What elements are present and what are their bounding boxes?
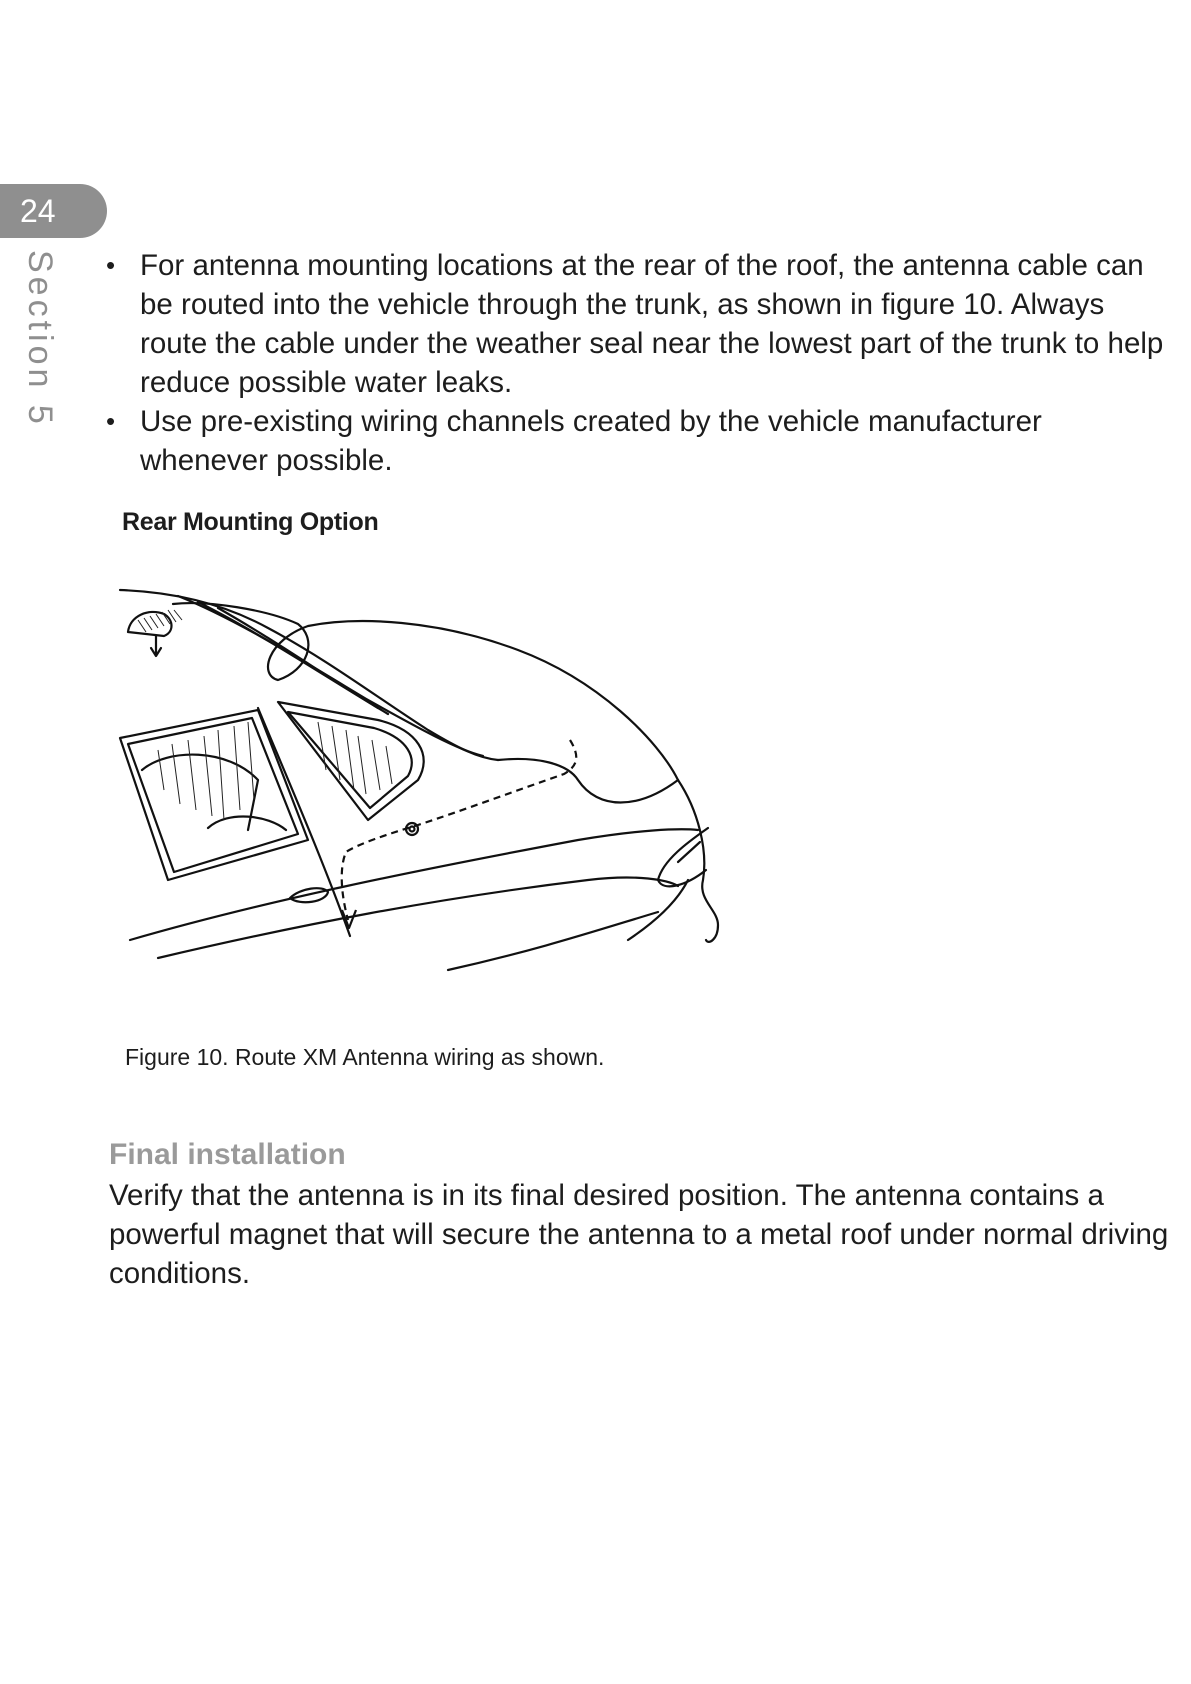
page-number: 24 <box>20 193 56 229</box>
figure-heading: Rear Mounting Option <box>122 508 379 536</box>
body-side-line <box>158 878 678 958</box>
car-rear-antenna-illustration <box>118 580 768 1020</box>
section-label: Section 5 <box>21 250 59 428</box>
list-item-text: For antenna mounting locations at the rear of the roof, the antenna cable can be routed into the vehicle through the trunk, as shown in figure 10. Always route the cable under the weather seal near the lowest part of the trunk to help reduce possible water leaks. <box>140 249 1164 399</box>
list-item <box>106 402 1176 480</box>
body-side-line <box>628 880 688 940</box>
rear-window-line <box>178 596 483 756</box>
body-side-line <box>130 829 698 940</box>
instruction-list <box>106 246 1176 480</box>
section-heading: Final installation <box>109 1138 346 1171</box>
section-body: Verify that the antenna is in its final desired position. The antenna contains a powerful magnet that will secure the antenna to a metal roof under normal driving conditions. <box>109 1179 1169 1290</box>
bullet-icon: • <box>106 250 116 280</box>
rear-body-line <box>678 780 718 942</box>
figure-caption: Figure 10. Route XM Antenna wiring as shown. <box>125 1044 605 1070</box>
list-item-text: Use pre-existing wiring channels created by the vehicle manufacturer whenever possible. <box>140 405 1042 477</box>
tail-light <box>678 842 700 862</box>
body-side-line <box>448 912 658 970</box>
trunk-lid-line <box>498 759 678 803</box>
rear-door-window <box>120 710 308 880</box>
seat-outline <box>142 755 258 830</box>
list-item <box>106 246 1176 402</box>
grommet-icon <box>410 827 415 832</box>
bullet-icon: • <box>106 406 116 436</box>
seat-outline <box>208 816 286 830</box>
dashed-cable-route <box>342 740 577 920</box>
